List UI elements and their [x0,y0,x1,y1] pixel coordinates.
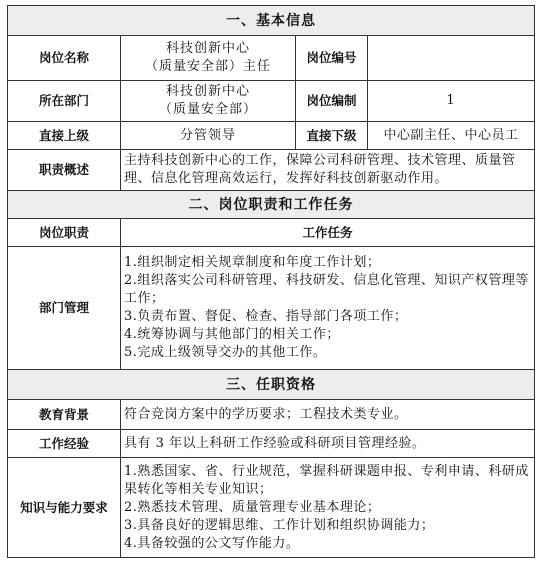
task-item: 4.统筹协调与其他部门的相关工作； [124,327,340,342]
task-item: 2.组织落实公司科研管理、科技研发、信息化管理、知识产权管理等工作； [124,273,529,306]
skills-list [121,458,535,558]
skills-label: 知识与能力要求 [8,458,121,558]
skill-item: 4.具备较强的公文写作能力。 [124,535,300,551]
subordinate-label: 直接下级 [296,122,368,150]
experience-text: 具有 3 年以上科研工作经验或科研项目管理经验。 [121,430,535,458]
section-duties-header: 二、岗位职责和工作任务 [8,191,535,219]
position-name-label: 岗位名称 [8,36,121,81]
superior-value: 分管领导 [121,122,296,150]
job-description-table [7,5,535,558]
department-line1: 科技创新中心 [165,84,250,99]
department-management-label: 部门管理 [8,247,121,370]
task-item: 5.完成上级领导交办的其他工作。 [124,345,327,360]
position-name-line1: 科技创新中心 [165,41,250,56]
department-line2: （质量安全部） [158,102,257,117]
superior-label: 直接上级 [8,122,121,150]
skill-item: 3.具备良好的逻辑思维、工作计划和组织协调能力； [124,517,435,533]
skill-item: 1.熟悉国家、省、行业规范，掌握科研课题申报、专利申请、科研成果转化等相关专业知识； [124,463,529,497]
task-item: 1.组织制定相关规章制度和年度工作计划； [124,255,381,270]
position-name-line2: （质量安全部）主任 [144,59,271,74]
job-description-sheet [7,5,534,558]
department-label: 所在部门 [8,81,121,122]
section-basic-info-header: 一、基本信息 [8,6,535,36]
task-item: 3.负责布置、督促、检查、指导部门各项工作； [124,309,408,324]
position-code-value [368,36,535,81]
headcount-label: 岗位编制 [296,81,368,122]
position-code-label: 岗位编号 [296,36,368,81]
education-label: 教育背景 [8,400,121,430]
position-name-value [121,36,296,81]
summary-text: 主持科技创新中心的工作，保障公司科研管理、技术管理、质量管理、信息化管理高效运行，发挥好科技创新驱动作用。 [121,150,535,191]
summary-label: 职责概述 [8,150,121,191]
section-qualifications-header: 三、任职资格 [8,370,535,400]
headcount-value: 1 [368,81,535,122]
education-text: 符合竞岗方案中的学历要求；工程技术类专业。 [121,400,535,430]
skill-item: 2.熟悉技术管理、质量管理专业基本理论； [124,499,381,515]
experience-label: 工作经验 [8,430,121,458]
tasks-column-header: 工作任务 [121,219,535,247]
duties-column-header: 岗位职责 [8,219,121,247]
department-value [121,81,296,122]
subordinate-value: 中心副主任、中心员工 [368,122,535,150]
tasks-list [121,247,535,370]
